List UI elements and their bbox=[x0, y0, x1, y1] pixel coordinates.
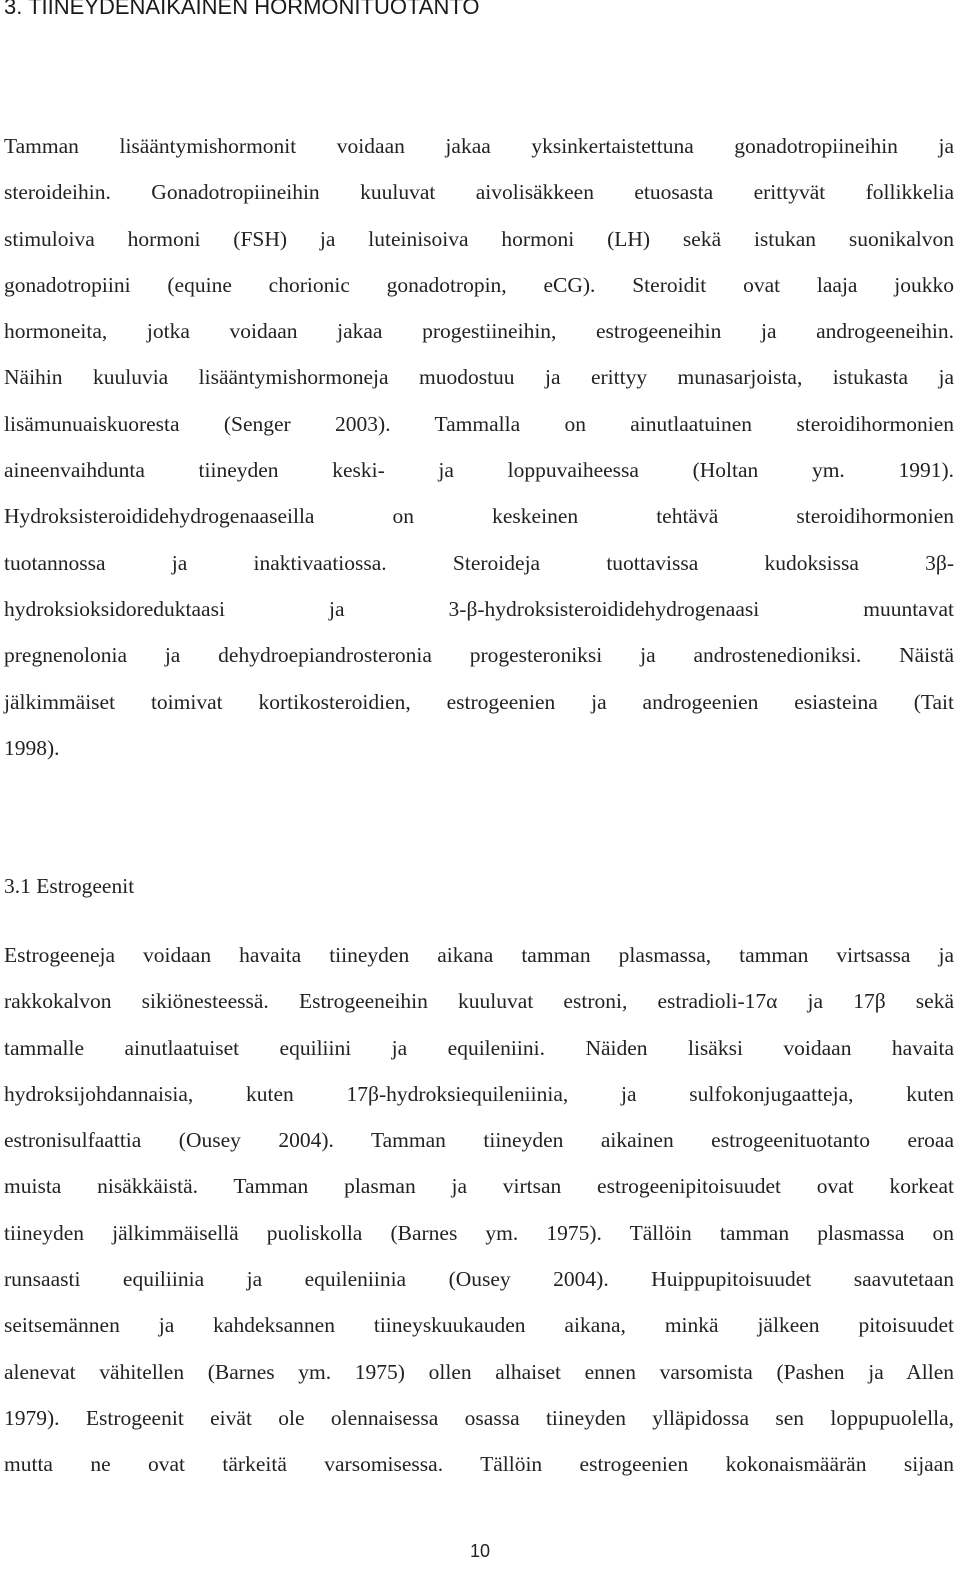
text-line: aineenvaihdunta tiineyden keski- ja loppuvaiheessa (Holtan ym. 1991). bbox=[4, 458, 954, 483]
text-line: Hydroksisteroididehydrogenaaseilla on keskeinen tehtävä steroidihormonien bbox=[4, 504, 954, 529]
text-line: mutta ne ovat tärkeitä varsomisessa. Tällöin estrogeenien kokonaismäärän sijaan bbox=[4, 1452, 954, 1477]
page-number: 10 bbox=[469, 1541, 491, 1561]
text-line: seitsemännen ja kahdeksannen tiineyskuukauden aikana, minkä jälkeen pitoisuudet bbox=[4, 1313, 954, 1338]
text-line: pregnenolonia ja dehydroepiandrosteronia progesteroniksi ja androstenedioniksi. Näistä bbox=[4, 643, 954, 668]
text-line: muista nisäkkäistä. Tamman plasman ja virtsan estrogeenipitoisuudet ovat korkeat bbox=[4, 1174, 954, 1199]
text-line: 1979). Estrogeenit eivät ole olennaisessa osassa tiineyden ylläpidossa sen loppupuolella, bbox=[4, 1405, 954, 1430]
text-line: tuotannossa ja inaktivaatiossa. Steroideja tuottavissa kudoksissa 3β- bbox=[4, 550, 954, 575]
text-line: runsaasti equiliinia ja equileniinia (Ousey 2004). Huippupitoisuudet saavutetaan bbox=[4, 1267, 954, 1292]
text-line: 1998). bbox=[4, 735, 60, 760]
text-line: alenevat vähitellen (Barnes ym. 1975) ollen alhaiset ennen varsomista (Pashen ja Allen bbox=[4, 1359, 954, 1384]
text-line: stimuloiva hormoni (FSH) ja luteinisoiva hormoni (LH) sekä istukan suonikalvon bbox=[4, 226, 954, 251]
text-line: tammalle ainutlaatuiset equiliini ja equileniini. Näiden lisäksi voidaan havaita bbox=[4, 1035, 954, 1060]
text-line: gonadotropiini (equine chorionic gonadotropin, eCG). Steroidit ovat laaja joukko bbox=[4, 272, 954, 297]
paragraph-estrogens bbox=[4, 932, 954, 1488]
text-line: lisämunuaiskuoresta (Senger 2003). Tammalla on ainutlaatuinen steroidihormonien bbox=[4, 411, 954, 436]
text-line: steroideihin. Gonadotropiineihin kuuluvat aivolisäkkeen etuosasta erittyvät follikkelia bbox=[4, 180, 954, 205]
text-line: Näihin kuuluvia lisääntymishormoneja muodostuu ja erittyy munasarjoista, istukasta ja bbox=[4, 365, 954, 390]
text-line: rakkokalvon sikiönesteessä. Estrogeeneihin kuuluvat estroni, estradioli-17α ja 17β sekä bbox=[4, 989, 954, 1014]
text-line: Tamman lisääntymishormonit voidaan jakaa yksinkertaistettuna gonadotropiineihin ja bbox=[4, 134, 954, 158]
paragraph-hormones bbox=[4, 123, 954, 771]
text-line: hydroksijohdannaisia, kuten 17β-hydroksiequileniinia, ja sulfokonjugaatteja, kuten bbox=[4, 1081, 954, 1106]
text-line: Estrogeeneja voidaan havaita tiineyden aikana tamman plasmassa, tamman virtsassa ja bbox=[4, 943, 954, 967]
section-heading: 3. TIINEYDENAIKAINEN HORMONITUOTANTO bbox=[4, 0, 480, 16]
subsection-heading: 3.1 Estrogeenit bbox=[4, 874, 135, 898]
text-line: tiineyden jälkimmäisellä puoliskolla (Barnes ym. 1975). Tällöin tamman plasmassa on bbox=[4, 1220, 954, 1245]
text-line: estronisulfaattia (Ousey 2004). Tamman tiineyden aikainen estrogeenituotanto eroaa bbox=[4, 1128, 954, 1153]
text-line: hydroksioksidoreduktaasi ja 3-β-hydroksisteroididehydrogenaasi muuntavat bbox=[4, 596, 954, 621]
text-line: jälkimmäiset toimivat kortikosteroidien, estrogeenien ja androgeenien esiasteina (Tait bbox=[4, 689, 954, 714]
text-line: hormoneita, jotka voidaan jakaa progestiineihin, estrogeeneihin ja androgeeneihin. bbox=[4, 319, 954, 344]
